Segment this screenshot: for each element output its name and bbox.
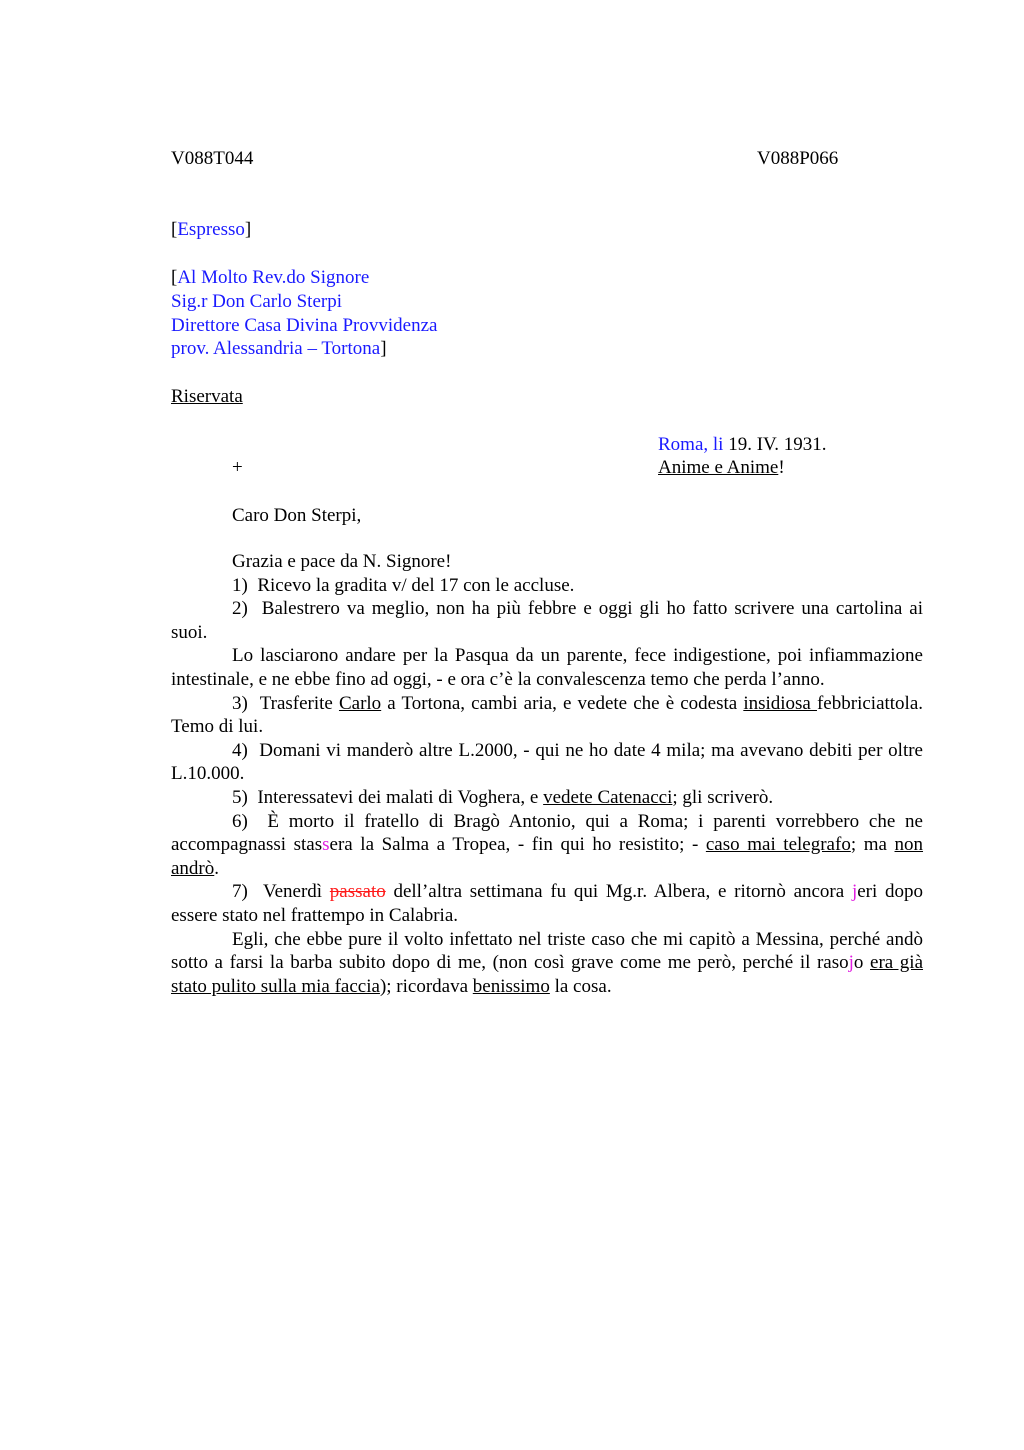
greeting: Grazia e pace da N. Signore! [232,551,452,572]
struck-text: passato [329,881,386,903]
riservata-label: Riservata [171,386,243,407]
text: Egli, che ebbe pure il volto infettato nel triste caso che mi capitò a Messina, perché andò sotto a farsi la barba subito dopo di me, (non così grave come me però, perché il raso [171,928,923,974]
address-line-1 [171,266,369,289]
espresso-note [171,218,251,241]
text: eri dopo essere stato nel frattempo in Calabria. [171,881,923,926]
motto [658,456,785,479]
editorial-insertion: s [322,834,330,856]
text: . [214,857,220,879]
text: o [853,952,871,974]
bracket-open: [ [171,267,178,288]
text: dell’altra settimana fu qui Mg.r. Albera, e ritornò ancora [385,881,852,903]
editorial-insertion: j [851,881,858,903]
address-text: prov. Alessandria – Tortona [171,338,381,359]
header-right-code: V088P066 [757,148,839,169]
text: 3) Trasferite [232,692,339,714]
underlined-text: insidiosa [743,692,817,714]
text: 7) Venerdì [232,881,330,903]
espresso-text: Espresso [177,219,245,240]
item-6 [171,810,923,881]
item-2-continued: Lo lasciarono andare per la Pasqua da un parente, fece indigestione, poi infiammazione intestinale, e ne ebbe fino ad oggi, - e ora c’è la convalescenza temo che perda l’anno. [171,645,923,690]
motto-text: Anime e Anime [658,457,779,478]
header-left-code: V088T044 [171,148,254,169]
item-1: 1) Ricevo la gradita v/ del 17 con le accluse. [232,574,575,596]
text: 6) È morto il fratello di Bragò Antonio, qui a Roma; i parenti vorrebbero che ne accompagnassi stas [171,810,923,856]
text: a Tortona, cambi aria, e vedete che è codesta [381,692,744,714]
underlined-text: Carlo [338,692,382,714]
place: Roma, li [658,434,724,455]
text: febbriciattola. Temo di lui. [171,692,924,738]
underlined-text: benissimo [472,975,550,997]
item-3 [171,692,923,739]
address-text: Al Molto Rev.do Signore [177,267,370,288]
item-2: 2) Balestrero va meglio, non ha più febbre e oggi gli ho fatto scrivere una cartolina ai suoi. [171,598,923,643]
item-7 [171,880,923,927]
bracket-open: [ [171,219,178,240]
motto-mark: ! [778,457,785,478]
salutation: Caro Don Sterpi, [232,505,362,526]
underlined-text: vedete Catenacci [543,786,673,808]
bracket-close: ] [380,338,387,359]
address-line-3: Direttore Casa Divina Provvidenza [171,315,438,336]
date: 19. IV. 1931. [723,434,827,455]
text: la cosa. [549,975,612,997]
cross-mark: + [232,457,243,478]
underlined-text: non andrò [171,834,924,879]
place-date [658,433,827,456]
address-line-2: Sig.r Don Carlo Sterpi [171,291,342,312]
underlined-text: caso mai telegrafo [705,834,851,856]
underlined-text: era già stato pulito sulla mia faccia [171,952,924,997]
bracket-close: ] [244,219,252,240]
text: 5) Interessatevi dei malati di Voghera, e [232,786,544,808]
address-line-4 [171,337,387,360]
item-4: 4) Domani vi manderò altre L.2000, - qui ne ho date 4 mila; ma avevano debiti per oltre L.10.000. [171,739,923,785]
text: ); ricordava [379,975,473,997]
item-8 [171,928,923,999]
text: ; ma [850,834,895,856]
letter-body [171,550,923,998]
text: ; gli scriverò. [672,786,774,808]
text: era la Salma a Tropea, - fin qui ho resistito; - [329,834,706,856]
item-5 [171,786,923,810]
editorial-insertion: j [848,952,854,974]
